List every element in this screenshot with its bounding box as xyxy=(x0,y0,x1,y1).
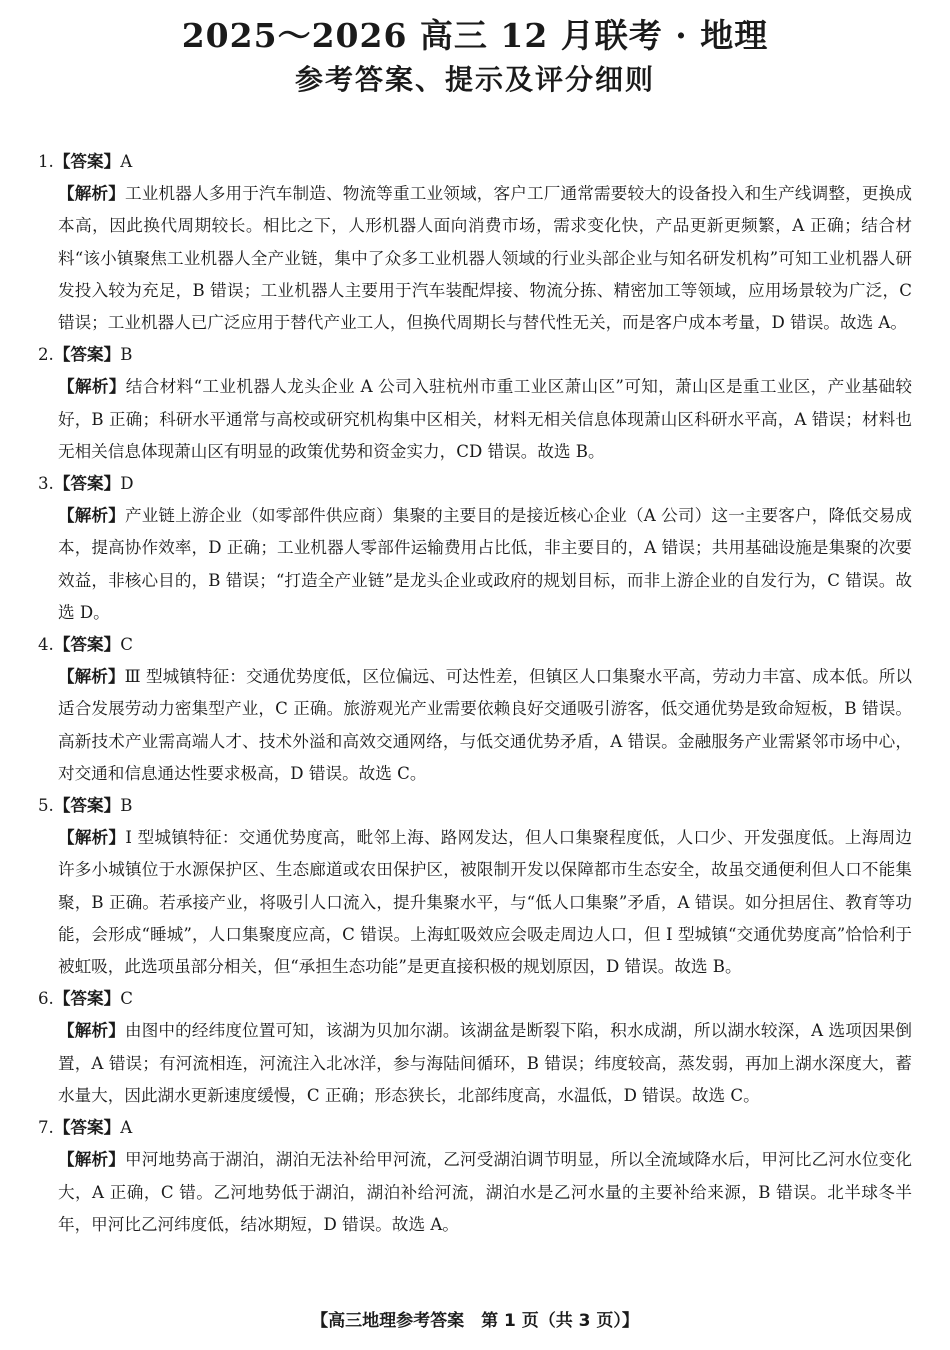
answer-line xyxy=(38,339,912,371)
question-item-5 xyxy=(38,790,912,983)
analysis-label: 【解析】 xyxy=(58,506,125,526)
answer-value: A xyxy=(120,152,133,171)
answer-label: 【答案】 xyxy=(53,635,121,655)
analysis-text: 产业链上游企业（如零部件供应商）集聚的主要目的是接近核心企业（A 公司）这一主要客户，降低交易成本，提高协作效率，D 正确；工业机器人零部件运输费用占比低，非主要目的，A 错误；共用基础设施是集聚的次要效益，非核心目的，B 错误；“打造全产业链”是龙头企业或政府的规划目标，而非上游企业的自发行为，C 错误。故选 D。 xyxy=(58,506,913,622)
answer-line xyxy=(38,790,912,822)
analysis-label: 【解析】 xyxy=(58,377,126,397)
analysis-text: 工业机器人多用于汽车制造、物流等重工业领域，客户工厂通常需要较大的设备投入和生产线调整，更换成本高，因此换代周期较长。相比之下，人形机器人面向消费市场，需求变化快，产品更新更频繁，A 正确；结合材料“该小镇聚焦工业机器人全产业链，集中了众多工业机器人领域的行业头部企业与知名研发机构”可知工业机器人研发投入较为充足，B 错误；工业机器人主要用于汽车装配焊接、物流分拣、精密加工等领域，应用场景较为广泛，C 错误；工业机器人已广泛应用于替代产业工人，但换代周期长与替代性无关，而是客户成本考量，D 错误。故选 A。 xyxy=(58,184,913,333)
question-item-1 xyxy=(38,146,912,339)
analysis-paragraph xyxy=(38,178,912,339)
analysis-paragraph xyxy=(38,1144,912,1241)
answer-label: 【答案】 xyxy=(53,474,121,494)
answer-line xyxy=(38,983,912,1015)
question-number: 2. xyxy=(38,345,54,365)
analysis-label: 【解析】 xyxy=(58,1021,125,1041)
answer-value: A xyxy=(120,1118,133,1138)
analysis-paragraph xyxy=(38,661,912,790)
analysis-paragraph xyxy=(38,822,912,983)
answer-line xyxy=(38,1112,912,1144)
answer-label: 【答案】 xyxy=(53,796,121,816)
page-title: 2025～2026 高三 12 月联考 · 地理 xyxy=(181,16,769,55)
analysis-paragraph xyxy=(38,500,912,629)
question-number: 5. xyxy=(38,796,54,816)
answer-value: C xyxy=(120,989,133,1009)
question-item-3 xyxy=(38,468,912,629)
question-number: 4. xyxy=(38,635,54,655)
page-subtitle: 参考答案、提示及评分细则 xyxy=(294,63,655,96)
answer-line xyxy=(38,468,912,500)
analysis-text: 由图中的经纬度位置可知，该湖为贝加尔湖。该湖盆是断裂下陷，积水成湖，所以湖水较深，A 选项因果倒置，A 错误；有河流相连，河流注入北冰洋，参与海陆间循环，B 错误；纬度较高，蒸发弱，再加上湖水深度大，蓄水量大，因此湖水更新速度缓慢，C 正确；形态狭长，北部纬度高，水温低，D 错误。故选 C。 xyxy=(58,1021,913,1105)
question-number: 3. xyxy=(38,474,54,494)
analysis-text: 甲河地势高于湖泊，湖泊无法补给甲河流，乙河受湖泊调节明显，所以全流域降水后，甲河比乙河水位变化大，A 正确，C 错。乙河地势低于湖泊，湖泊补给河流，湖泊水是乙河水量的主要补给来源，B 错误。北半球冬半年，甲河比乙河纬度低，结冰期短，D 错误。故选 A。 xyxy=(58,1150,913,1234)
answer-value: B xyxy=(120,796,133,816)
answer-value: C xyxy=(120,635,133,655)
analysis-label: 【解析】 xyxy=(58,828,126,848)
answer-value: D xyxy=(120,474,134,494)
question-item-6 xyxy=(38,983,912,1112)
question-item-7 xyxy=(38,1112,912,1241)
analysis-label: 【解析】 xyxy=(58,184,125,204)
answer-label: 【答案】 xyxy=(53,989,121,1009)
answer-value: B xyxy=(120,345,133,365)
question-item-4 xyxy=(38,629,912,790)
question-number: 1. xyxy=(38,152,54,171)
question-item-2 xyxy=(38,339,912,468)
page-footer: 【高三地理参考答案 第 1 页（共 3 页）】 xyxy=(311,1311,639,1331)
answer-label: 【答案】 xyxy=(53,152,121,171)
analysis-label: 【解析】 xyxy=(58,667,125,687)
analysis-text: Ⅲ 型城镇特征：交通优势度低，区位偏远、可达性差，但镇区人口集聚水平高，劳动力丰富、成本低。所以适合发展劳动力密集型产业，C 正确。旅游观光产业需要依赖良好交通吸引游客，低交通优势是致命短板，B 错误。高新技术产业需高端人才、技术外溢和高效交通网络，与低交通优势矛盾，A 错误。金融服务产业需紧邻市场中心，对交通和信息通达性要求极高，D 错误。故选 C。 xyxy=(58,667,913,783)
answer-line xyxy=(38,146,912,178)
answer-list xyxy=(38,146,912,1241)
answer-line xyxy=(38,629,912,661)
analysis-text: 结合材料“工业机器人龙头企业 A 公司入驻杭州市重工业区萧山区”可知，萧山区是重工业区，产业基础较好，B 正确；科研水平通常与高校或研究机构集中区相关，材料无相关信息体现萧山区科研水平高，A 错误；材料也无相关信息体现萧山区有明显的政策优势和资金实力，CD 错误。故选 B。 xyxy=(58,377,913,461)
analysis-paragraph xyxy=(38,371,912,468)
analysis-label: 【解析】 xyxy=(58,1150,125,1170)
analysis-text: Ⅰ 型城镇特征：交通优势度高，毗邻上海、路网发达，但人口集聚程度低，人口少、开发强度低。上海周边许多小城镇位于水源保护区、生态廊道或农田保护区，被限制开发以保障都市生态安全，故虽交通便利但人口不能集聚，B 正确。若承接产业，将吸引人口流入，提升集聚水平，与“低人口集聚”矛盾，A 错误。如分担居住、教育等功能，会形成“睡城”，人口集聚度应高，C 错误。上海虹吸效应会吸走周边人口，但 Ⅰ 型城镇“交通优势度高”恰恰利于被虹吸，此选项虽部分相关，但“承担生态功能”是更直接积极的规划原因，D 错误。故选 B。 xyxy=(58,828,913,977)
question-number: 7. xyxy=(38,1118,54,1138)
answer-label: 【答案】 xyxy=(53,1118,121,1138)
question-number: 6. xyxy=(38,989,54,1009)
analysis-paragraph xyxy=(38,1015,912,1112)
answer-label: 【答案】 xyxy=(53,345,121,365)
